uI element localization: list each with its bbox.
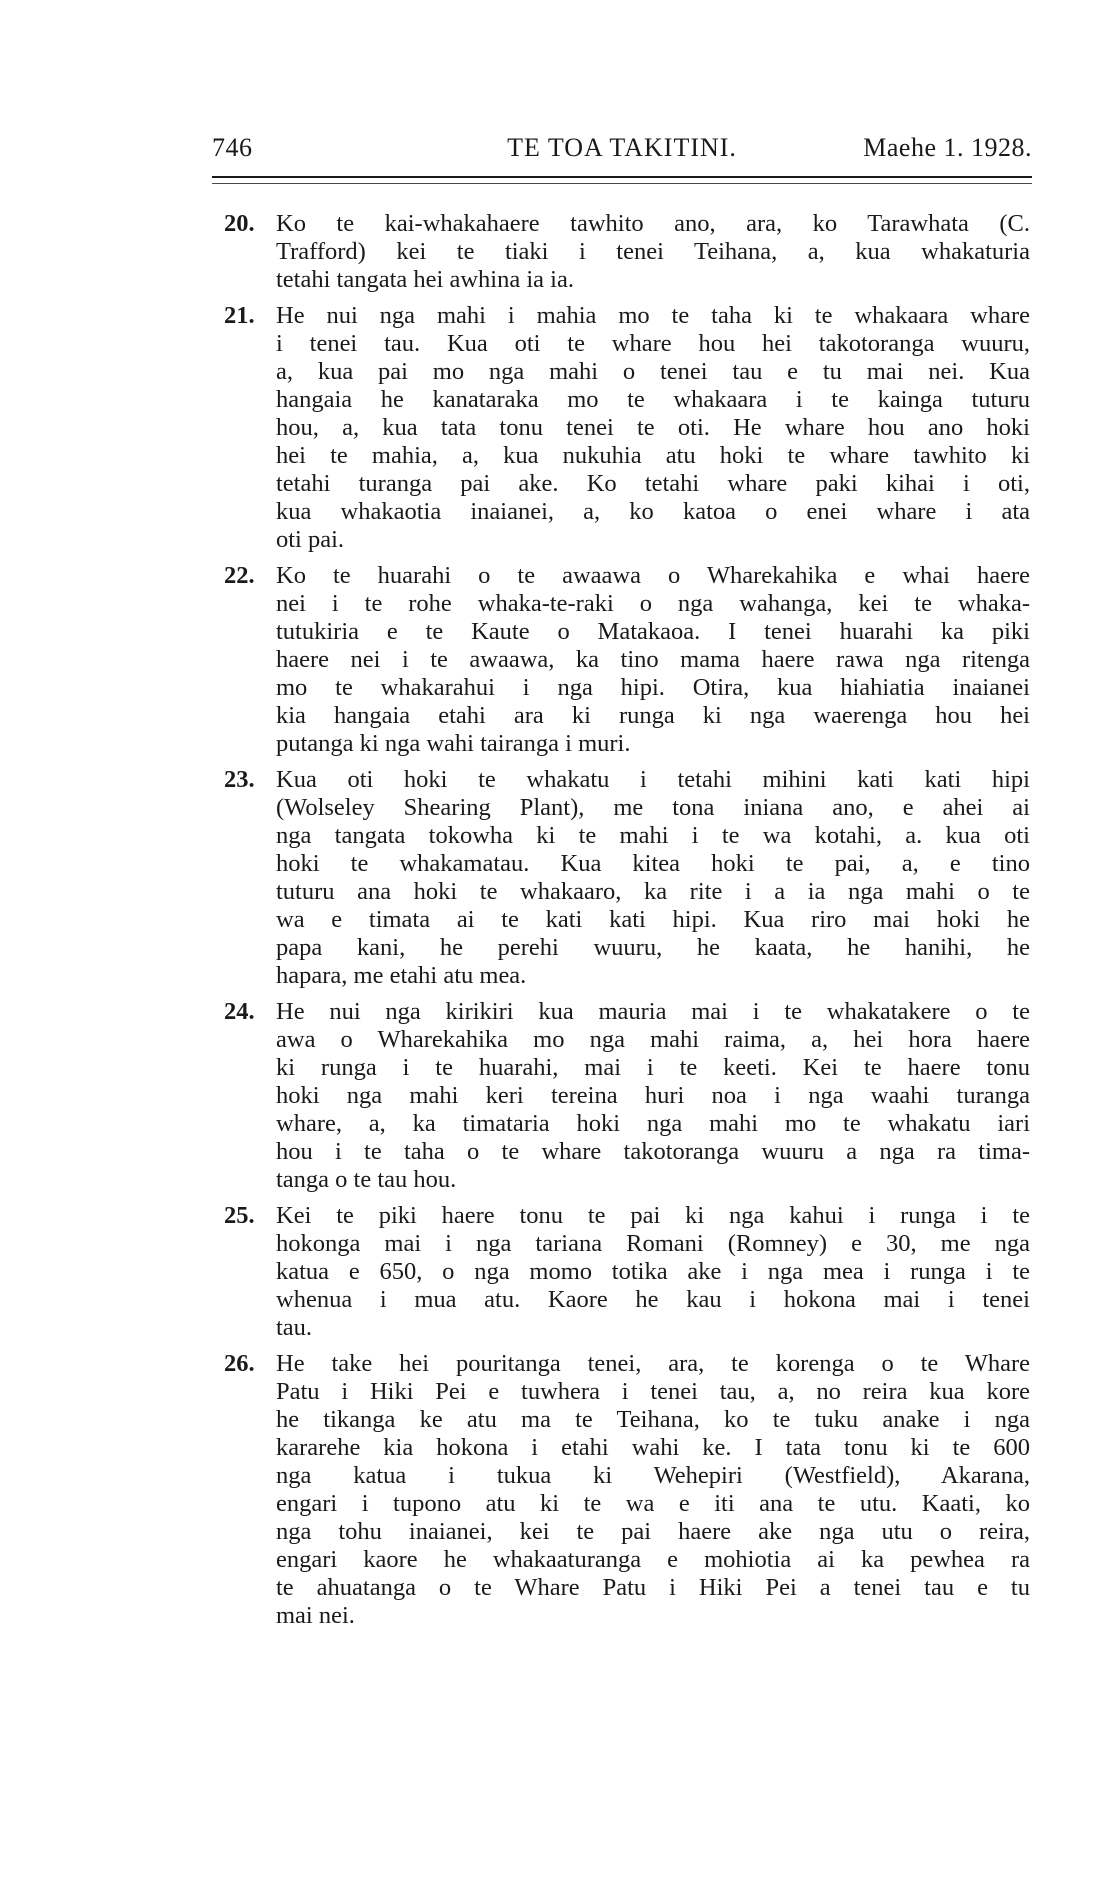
running-title: TE TOA TAKITINI. [507,133,737,162]
text-line: (Wolseley Shearing Plant), me tona iniana ano, e ahei ai [276,794,1030,821]
numbered-paragraph [224,1350,1030,1630]
numbered-paragraph [224,302,1030,554]
paragraph-number: 20. [224,210,255,237]
numbered-paragraph [224,998,1030,1194]
numbered-paragraph [224,1202,1030,1342]
text-line: tetahi tangata hei awhina ia ia. [276,266,574,293]
text-line: hoki nga mahi keri tereina huri noa i nga waahi turanga [276,1082,1030,1109]
text-line: papa kani, he perehi wuuru, he kaata, he hanihi, he [276,934,1030,961]
text-line: i tenei tau. Kua oti te whare hou hei takotoranga wuuru, [276,330,1030,357]
text-line: He nui nga kirikiri kua mauria mai i te whakatakere o te [276,998,1030,1025]
text-line: hapara, me etahi atu mea. [276,962,527,989]
text-line: katua e 650, o nga momo totika ake i nga mea i runga i te [276,1258,1030,1285]
text-line: kua whakaotia inaianei, a, ko katoa o enei whare i ata [276,498,1030,525]
text-line: haere nei i te awaawa, ka tino mama haere rawa nga ritenga [276,646,1030,673]
text-line: whare, a, ka timataria hoki nga mahi mo te whakatu iari [276,1110,1030,1137]
issue-date: Maehe 1. 1928. [863,133,1032,162]
paragraph-number: 24. [224,998,255,1025]
text-line: hou, a, kua tata tonu tenei te oti. He whare hou ano hoki [276,414,1030,441]
text-line: hoki te whakamatau. Kua kitea hoki te pai, a, e tino [276,850,1030,877]
text-line: te ahuatanga o te Whare Patu i Hiki Pei a tenei tau e tu [276,1574,1030,1601]
numbered-paragraph [224,210,1030,294]
text-line: nga tohu inaianei, kei te pai haere ake nga utu o reira, [276,1518,1030,1545]
text-line: He take hei pouritanga tenei, ara, te korenga o te Whare [276,1350,1030,1377]
paragraph-number: 23. [224,766,255,793]
paragraph-number: 25. [224,1202,255,1229]
body-text [224,210,1030,1638]
text-line: tau. [276,1314,313,1341]
numbered-paragraph [224,766,1030,990]
text-line: hangaia he kanataraka mo te whakaara i te kainga tuturu [276,386,1030,413]
text-line: whenua i mua atu. Kaore he kau i hokona mai i tenei [276,1286,1030,1313]
text-line: engari kaore he whakaaturanga e mohiotia ai ka pewhea ra [276,1546,1030,1573]
text-line: mo te whakarahui i nga hipi. Otira, kua hiahiatia inaianei [276,674,1030,701]
text-line: kia hangaia etahi ara ki runga ki nga waerenga hou hei [276,702,1030,729]
text-line: nei i te rohe whaka-te-raki o nga wahanga, kei te whaka- [276,590,1030,617]
text-line: tanga o te tau hou. [276,1166,457,1193]
text-line: tuturu ana hoki te whakaaro, ka rite i a ia nga mahi o te [276,878,1030,905]
text-line: he tikanga ke atu ma te Teihana, ko te tuku anake i nga [276,1406,1030,1433]
text-line: kararehe kia hokona i etahi wahi ke. I tata tonu ki te 600 [276,1434,1030,1461]
text-line: awa o Wharekahika mo nga mahi raima, a, hei hora haere [276,1026,1030,1053]
text-line: tutukiria e te Kaute o Matakaoa. I tenei huarahi ka piki [276,618,1030,645]
text-line: oti pai. [276,526,345,553]
text-line: hou i te taha o te whare takotoranga wuuru a nga ra tima- [276,1138,1030,1165]
paragraph-number: 26. [224,1350,255,1377]
text-line: Patu i Hiki Pei e tuwhera i tenei tau, a, no reira kua kore [276,1378,1030,1405]
text-line: nga tangata tokowha ki te mahi i te wa kotahi, a. kua oti [276,822,1030,849]
text-line: nga katua i tukua ki Wehepiri (Westfield), Akarana, [276,1462,1030,1489]
page-header [212,133,1032,173]
text-line: He nui nga mahi i mahia mo te taha ki te whakaara whare [276,302,1030,329]
text-line: ki runga i te huarahi, mai i te keeti. Kei te haere tonu [276,1054,1030,1081]
page-number: 746 [212,133,253,162]
numbered-paragraph [224,562,1030,758]
text-line: tetahi turanga pai ake. Ko tetahi whare paki kihai i oti, [276,470,1030,497]
text-line: a, kua pai mo nga mahi o tenei tau e tu mai nei. Kua [276,358,1030,385]
text-line: wa e timata ai te kati kati hipi. Kua riro mai hoki he [276,906,1030,933]
header-rule-thin [212,183,1032,184]
header-rule-thick [212,176,1032,178]
paragraph-number: 22. [224,562,255,589]
text-line: mai nei. [276,1602,355,1629]
paragraph-number: 21. [224,302,255,329]
text-line: Ko te huarahi o te awaawa o Wharekahika e whai haere [276,562,1030,589]
text-line: putanga ki nga wahi tairanga i muri. [276,730,631,757]
text-line: engari i tupono atu ki te wa e iti ana te utu. Kaati, ko [276,1490,1030,1517]
text-line: Ko te kai-whakahaere tawhito ano, ara, ko Tarawhata (C. [276,210,1030,237]
text-line: hokonga mai i nga tariana Romani (Romney) e 30, me nga [276,1230,1030,1257]
text-line: Trafford) kei te tiaki i tenei Teihana, a, kua whakaturia [276,238,1030,265]
text-line: Kua oti hoki te whakatu i tetahi mihini kati kati hipi [276,766,1030,793]
text-line: hei te mahia, a, kua nukuhia atu hoki te whare tawhito ki [276,442,1030,469]
text-line: Kei te piki haere tonu te pai ki nga kahui i runga i te [276,1202,1030,1229]
